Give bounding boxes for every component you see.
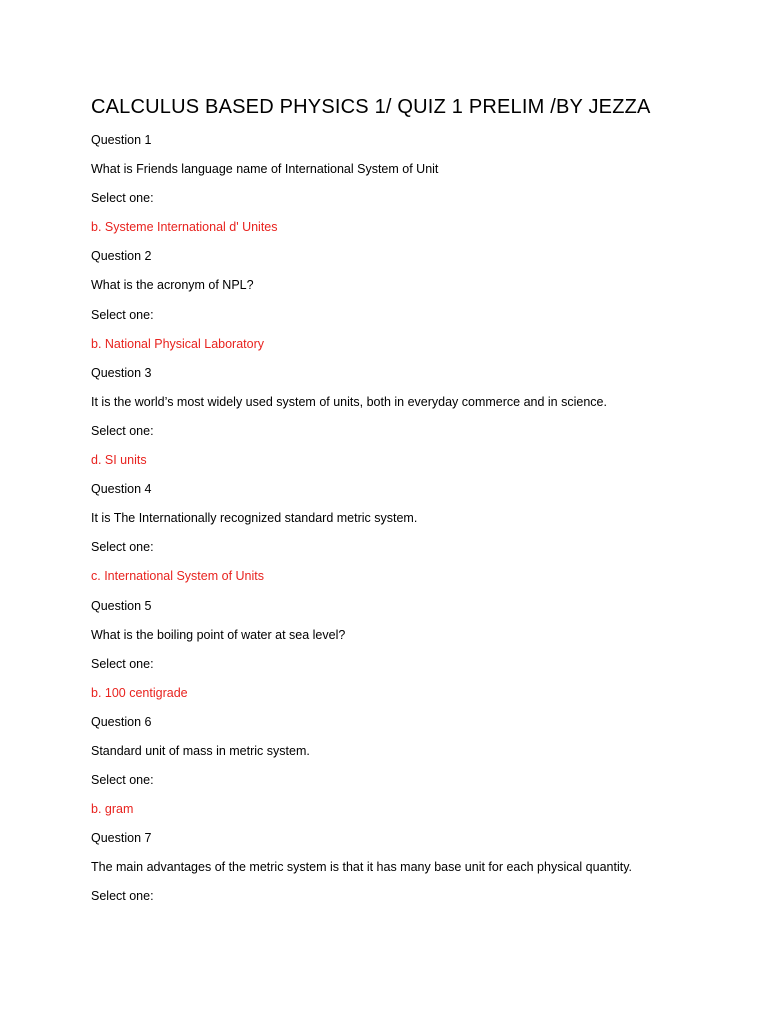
question-7-label: Question 7 — [91, 831, 152, 846]
question-6-answer: b. gram — [91, 802, 134, 817]
question-5-select-label: Select one: — [91, 656, 154, 671]
question-6-select-label: Select one: — [91, 773, 154, 788]
question-3-label: Question 3 — [91, 365, 152, 380]
question-7-text: The main advantages of the metric system is that it has many base unit for each physical quantity. — [91, 860, 633, 875]
question-6-text: Standard unit of mass in metric system. — [91, 743, 310, 758]
question-2-text: What is the acronym of NPL? — [91, 278, 254, 293]
question-4-text: It is The Internationally recognized standard metric system. — [91, 511, 418, 526]
question-2-select-label: Select one: — [91, 307, 154, 322]
question-6-label: Question 6 — [91, 714, 152, 729]
question-5-label: Question 5 — [91, 598, 152, 613]
question-4-label: Question 4 — [91, 482, 152, 497]
question-1-select-label: Select one: — [91, 191, 154, 206]
question-2-answer: b. National Physical Laboratory — [91, 336, 265, 351]
page-title: CALCULUS BASED PHYSICS 1/ QUIZ 1 PRELIM /BY JEZZA — [91, 96, 651, 118]
question-5-answer: b. 100 centigrade — [91, 685, 188, 700]
question-4-select-label: Select one: — [91, 540, 154, 555]
question-5-text: What is the boiling point of water at sea level? — [91, 627, 346, 642]
question-2-label: Question 2 — [91, 249, 152, 264]
question-list — [91, 130, 731, 916]
question-3-answer: d. SI units — [91, 453, 147, 468]
question-7-select-label: Select one: — [91, 889, 154, 904]
question-3-select-label: Select one: — [91, 423, 154, 438]
question-3-text: It is the world’s most widely used system of units, both in everyday commerce and in science. — [91, 394, 607, 409]
question-1-text: What is Friends language name of International System of Unit — [91, 162, 439, 177]
question-1-answer: b. Systeme International d' Unites — [91, 220, 278, 235]
question-1-label: Question 1 — [91, 133, 152, 147]
question-4-answer: c. International System of Units — [91, 569, 264, 584]
